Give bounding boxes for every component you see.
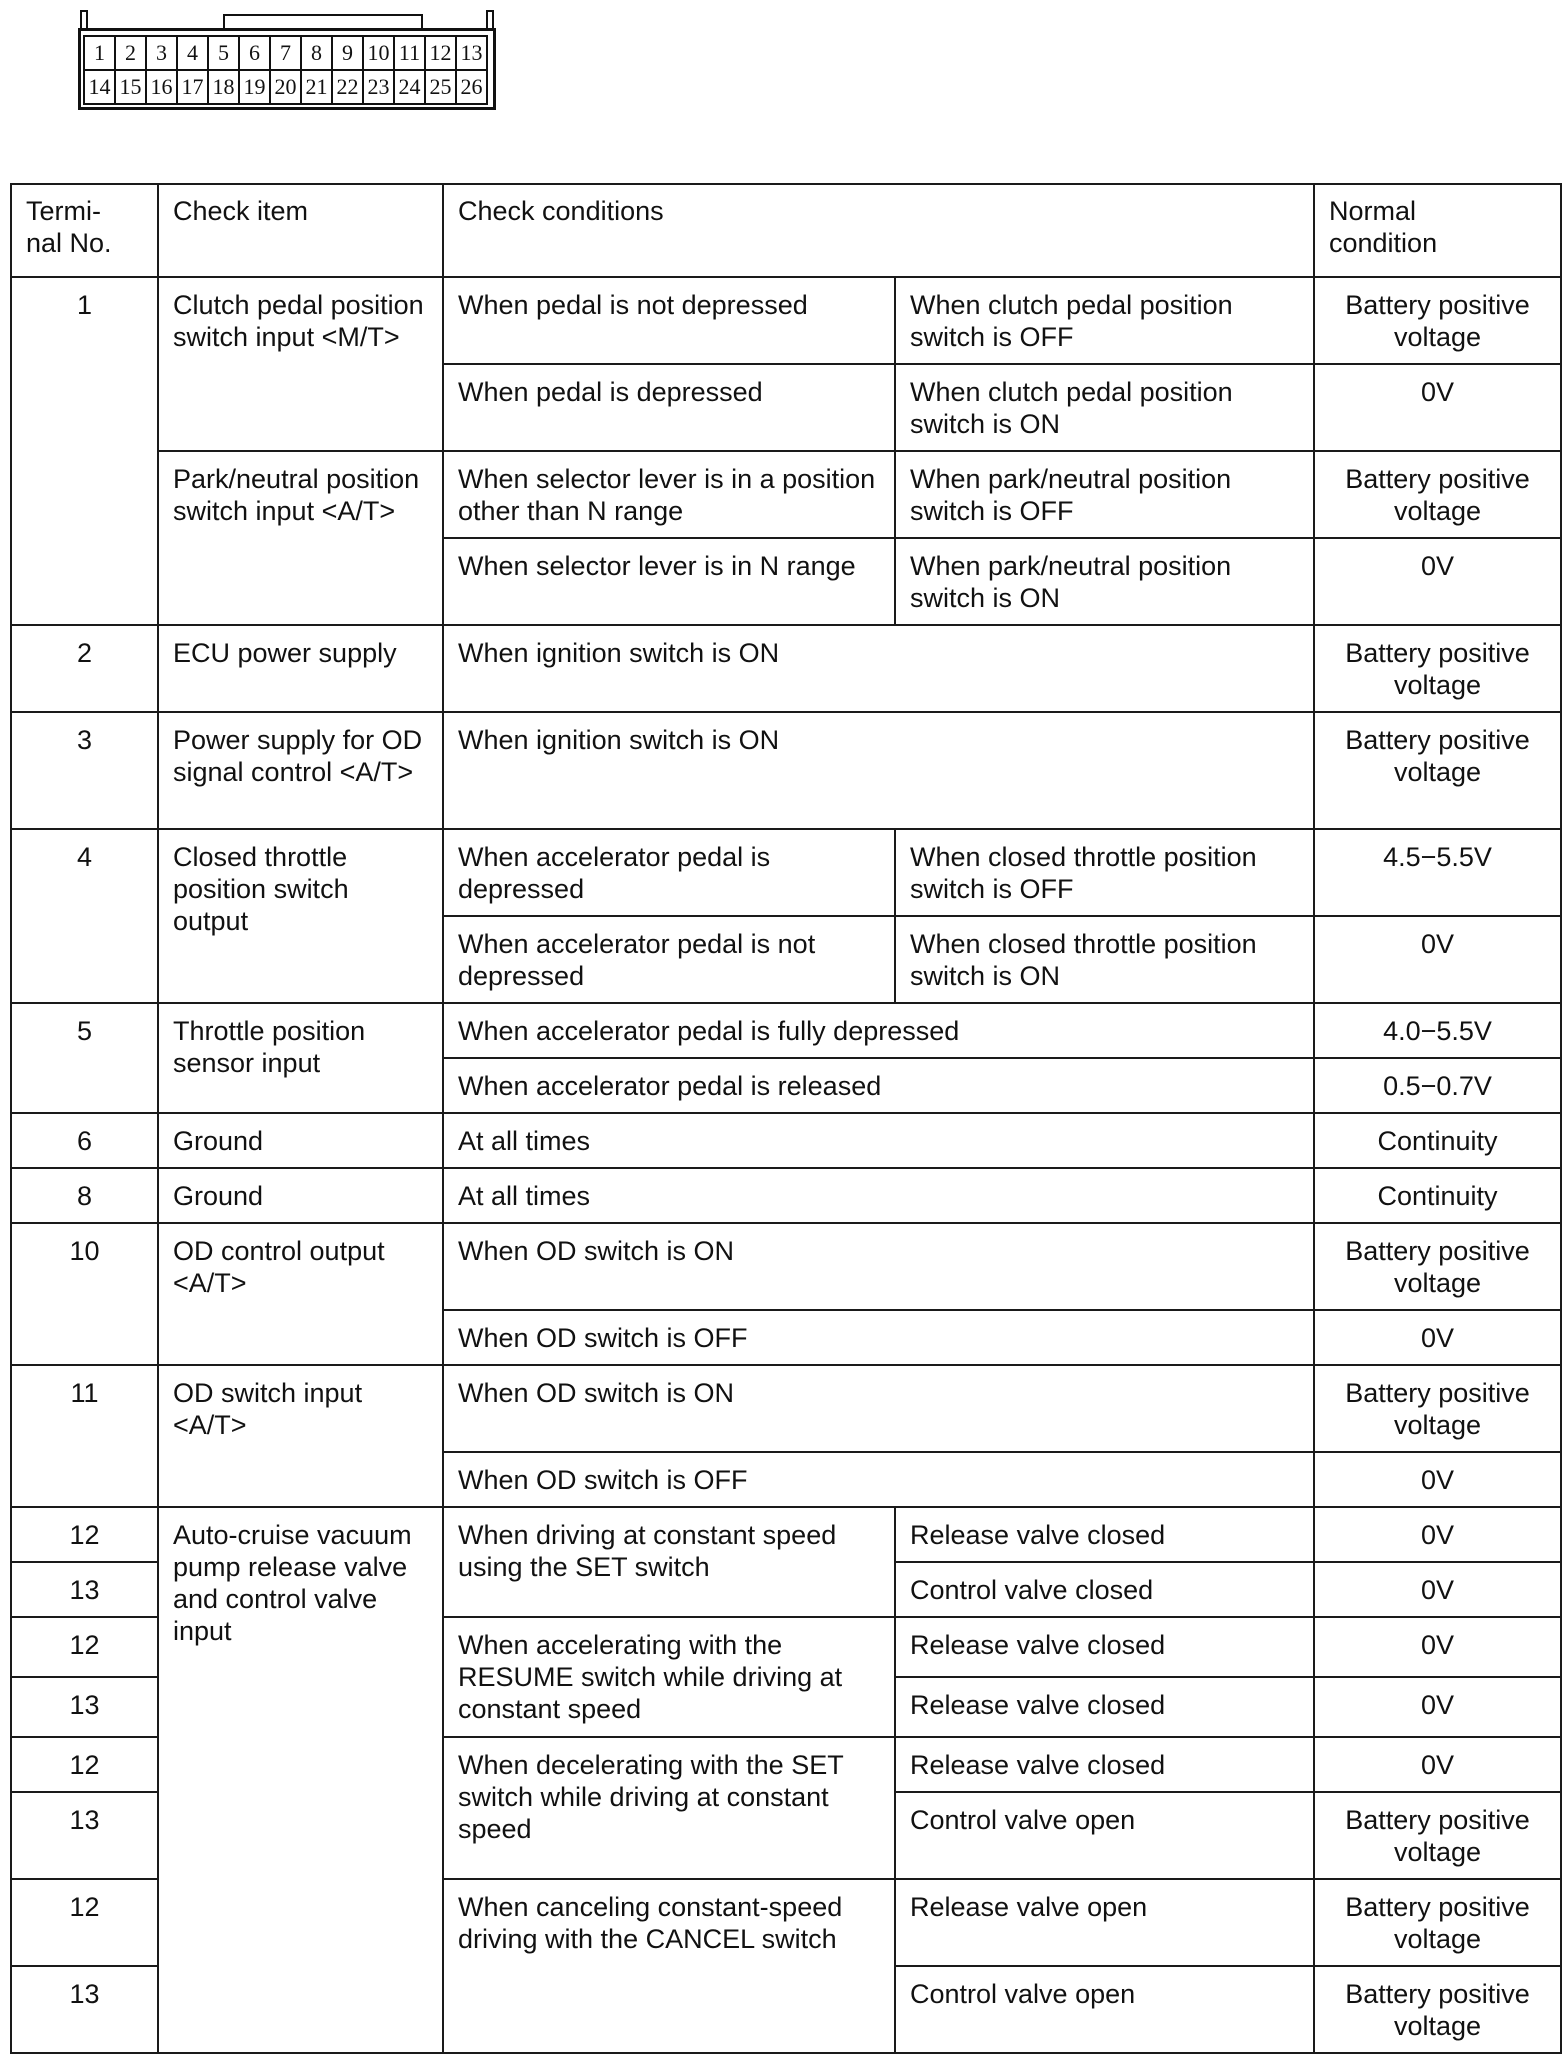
terminal-no: 4: [11, 829, 158, 1003]
terminal-no: 8: [11, 1168, 158, 1223]
normal-condition: 0V: [1314, 364, 1561, 451]
table-header-row: [11, 184, 1561, 277]
normal-condition: Battery positive voltage: [1314, 1966, 1561, 2053]
check-item: Throttle position sensor input: [158, 1003, 443, 1113]
header-terminal-no: Termi- nal No.: [11, 184, 158, 277]
table-row: [11, 625, 1561, 712]
check-item: Auto-cruise vacuum pump release valve and control valve input: [158, 1507, 443, 2053]
table-row: [11, 1507, 1561, 1562]
check-condition: When ignition switch is ON: [443, 625, 1314, 712]
check-subcondition: Release valve closed: [895, 1677, 1314, 1737]
normal-condition: 0V: [1314, 1452, 1561, 1507]
check-condition: When accelerating with the RESUME switch while driving at constant speed: [443, 1617, 895, 1737]
table-row: [11, 1168, 1561, 1223]
terminal-no: 6: [11, 1113, 158, 1168]
check-item: Power supply for OD signal control <A/T>: [158, 712, 443, 829]
connector-pin: 22: [331, 69, 364, 105]
check-subcondition: When closed throttle position switch is OFF: [895, 829, 1314, 916]
connector-pin: 13: [455, 35, 488, 71]
normal-condition: Battery positive voltage: [1314, 1879, 1561, 1966]
terminal-no: 2: [11, 625, 158, 712]
terminal-check-table: [10, 183, 1562, 2054]
normal-condition: Battery positive voltage: [1314, 1365, 1561, 1452]
normal-condition: Battery positive voltage: [1314, 1792, 1561, 1879]
terminal-no: 12: [11, 1507, 158, 1562]
check-condition: At all times: [443, 1168, 1314, 1223]
connector-pin: 18: [207, 69, 240, 105]
normal-condition: Battery positive voltage: [1314, 1223, 1561, 1310]
connector-pin: 16: [145, 69, 178, 105]
terminal-no: 13: [11, 1562, 158, 1617]
check-item: ECU power supply: [158, 625, 443, 712]
check-condition: When OD switch is OFF: [443, 1310, 1314, 1365]
check-condition: When canceling constant-speed driving with the CANCEL switch: [443, 1879, 895, 2053]
connector-pin: 9: [331, 35, 364, 71]
check-condition: At all times: [443, 1113, 1314, 1168]
check-condition: When OD switch is OFF: [443, 1452, 1314, 1507]
terminal-no: 12: [11, 1737, 158, 1792]
check-item: Clutch pedal position switch input <M/T>: [158, 277, 443, 451]
terminal-no: 11: [11, 1365, 158, 1507]
check-condition: When pedal is depressed: [443, 364, 895, 451]
terminal-no: 3: [11, 712, 158, 829]
terminal-no: 13: [11, 1677, 158, 1737]
connector-pin: 17: [176, 69, 209, 105]
check-condition: When decelerating with the SET switch while driving at constant speed: [443, 1737, 895, 1879]
connector-pin: 15: [114, 69, 147, 105]
check-subcondition: When clutch pedal position switch is OFF: [895, 277, 1314, 364]
header-check-item: Check item: [158, 184, 443, 277]
table-row: [11, 1113, 1561, 1168]
check-item: OD switch input <A/T>: [158, 1365, 443, 1507]
check-condition: When pedal is not depressed: [443, 277, 895, 364]
terminal-no: 5: [11, 1003, 158, 1113]
table-row: [11, 277, 1561, 364]
normal-condition: Battery positive voltage: [1314, 451, 1561, 538]
normal-condition: 0.5−0.7V: [1314, 1058, 1561, 1113]
check-subcondition: When park/neutral position switch is OFF: [895, 451, 1314, 538]
table-row: [11, 451, 1561, 538]
normal-condition: 4.5−5.5V: [1314, 829, 1561, 916]
connector-pin: 19: [238, 69, 271, 105]
header-normal-condition: Normal condition: [1314, 184, 1561, 277]
check-condition: When accelerator pedal is not depressed: [443, 916, 895, 1003]
check-condition: When selector lever is in a position other than N range: [443, 451, 895, 538]
check-condition: When ignition switch is ON: [443, 712, 1314, 829]
normal-condition: 4.0−5.5V: [1314, 1003, 1561, 1058]
header-check-conditions: Check conditions: [443, 184, 1314, 277]
check-condition: When OD switch is ON: [443, 1223, 1314, 1310]
check-item: Park/neutral position switch input <A/T>: [158, 451, 443, 625]
table-row: [11, 1223, 1561, 1310]
normal-condition: Battery positive voltage: [1314, 277, 1561, 364]
normal-condition: Continuity: [1314, 1168, 1561, 1223]
connector-diagram: [78, 10, 496, 110]
normal-condition: 0V: [1314, 1617, 1561, 1677]
check-subcondition: Control valve closed: [895, 1562, 1314, 1617]
check-subcondition: Release valve closed: [895, 1507, 1314, 1562]
check-condition: When driving at constant speed using the SET switch: [443, 1507, 895, 1617]
table-row: [11, 1365, 1561, 1452]
check-subcondition: When clutch pedal position switch is ON: [895, 364, 1314, 451]
connector-pin: 1: [83, 35, 116, 71]
connector-pin: 20: [269, 69, 302, 105]
check-condition: When accelerator pedal is depressed: [443, 829, 895, 916]
check-item: Ground: [158, 1168, 443, 1223]
connector-pin: 2: [114, 35, 147, 71]
connector-pin: 6: [238, 35, 271, 71]
terminal-no: 1: [11, 277, 158, 625]
normal-condition: 0V: [1314, 1737, 1561, 1792]
connector-pin-grid: [84, 36, 487, 104]
terminal-no: 13: [11, 1792, 158, 1879]
check-item: Ground: [158, 1113, 443, 1168]
terminal-no: 12: [11, 1879, 158, 1966]
connector-pin: 3: [145, 35, 178, 71]
terminal-no: 13: [11, 1966, 158, 2053]
check-subcondition: Release valve open: [895, 1879, 1314, 1966]
connector-pin: 8: [300, 35, 333, 71]
connector-key: [223, 14, 423, 28]
connector-pin: 12: [424, 35, 457, 71]
connector-pin: 26: [455, 69, 488, 105]
normal-condition: 0V: [1314, 1562, 1561, 1617]
normal-condition: 0V: [1314, 1677, 1561, 1737]
connector-latch-left: [80, 10, 88, 30]
terminal-no: 10: [11, 1223, 158, 1365]
check-condition: When selector lever is in N range: [443, 538, 895, 625]
normal-condition: Battery positive voltage: [1314, 712, 1561, 829]
check-subcondition: Control valve open: [895, 1792, 1314, 1879]
connector-pin: 21: [300, 69, 333, 105]
check-item: Closed throttle position switch output: [158, 829, 443, 1003]
connector-pin: 5: [207, 35, 240, 71]
table-row: [11, 829, 1561, 916]
connector-pin: 25: [424, 69, 457, 105]
normal-condition: 0V: [1314, 538, 1561, 625]
check-subcondition: When park/neutral position switch is ON: [895, 538, 1314, 625]
connector-pin: 11: [393, 35, 426, 71]
normal-condition: 0V: [1314, 1310, 1561, 1365]
normal-condition: 0V: [1314, 916, 1561, 1003]
connector-pin: 24: [393, 69, 426, 105]
normal-condition: Battery positive voltage: [1314, 625, 1561, 712]
normal-condition: 0V: [1314, 1507, 1561, 1562]
check-condition: When OD switch is ON: [443, 1365, 1314, 1452]
table-row: [11, 1003, 1561, 1058]
connector-pin: 10: [362, 35, 395, 71]
check-subcondition: Control valve open: [895, 1966, 1314, 2053]
terminal-no: 12: [11, 1617, 158, 1677]
normal-condition: Continuity: [1314, 1113, 1561, 1168]
check-condition: When accelerator pedal is released: [443, 1058, 1314, 1113]
check-condition: When accelerator pedal is fully depressed: [443, 1003, 1314, 1058]
connector-pin: 23: [362, 69, 395, 105]
connector-latch-right: [486, 10, 494, 30]
check-subcondition: When closed throttle position switch is ON: [895, 916, 1314, 1003]
connector-pin: 4: [176, 35, 209, 71]
check-subcondition: Release valve closed: [895, 1617, 1314, 1677]
connector-pin: 7: [269, 35, 302, 71]
check-subcondition: Release valve closed: [895, 1737, 1314, 1792]
table-row: [11, 712, 1561, 829]
check-item: OD control output <A/T>: [158, 1223, 443, 1365]
connector-pin: 14: [83, 69, 116, 105]
